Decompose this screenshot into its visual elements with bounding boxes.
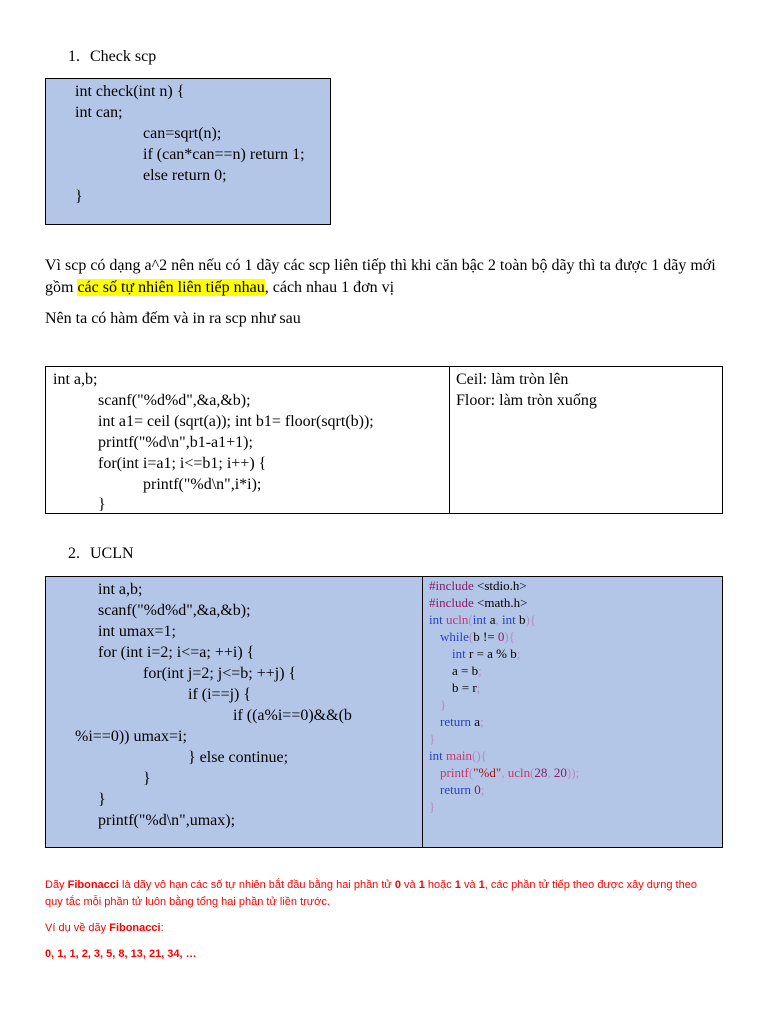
code-line: for(int i=a1; i<=b1; i++) { [98, 455, 267, 472]
fibonacci-sequence: 0, 1, 1, 2, 3, 5, 8, 13, 21, 34, … [45, 948, 197, 960]
code-line: for (int i=2; i<=a; ++i) { [98, 644, 255, 661]
code-line: } [143, 770, 151, 787]
code-line: if ((a%i==0)&&(b [233, 707, 352, 724]
code-line: int a1= ceil (sqrt(a)); int b1= floor(sqrt(b)); [98, 413, 374, 430]
ceil-note: Ceil: làm tròn lên [456, 371, 569, 388]
code-line: } [98, 496, 106, 513]
code-line: } [98, 791, 106, 808]
code-line: return 0; [440, 782, 485, 797]
code-line: int a,b; [53, 371, 98, 388]
code-line: for(int j=2; j<=b; ++j) { [143, 665, 297, 682]
code-line: b = r; [452, 680, 481, 695]
section-1-title: Check scp [90, 48, 157, 65]
code-line: #include <stdio.h> [429, 578, 527, 593]
code-line: while(b != 0){ [440, 629, 515, 644]
highlighted-text: các số tự nhiên liên tiếp nhau [77, 279, 265, 296]
code-line: a = b; [452, 663, 482, 678]
section-1-heading [68, 48, 156, 66]
code-line: if (can*can==n) return 1; [143, 146, 305, 163]
code-line: printf("%d\n",i*i); [143, 476, 262, 493]
code-line: printf("%d\n",b1-a1+1); [98, 434, 253, 451]
code-line: if (i==j) { [188, 686, 252, 703]
code-line: int umax=1; [98, 623, 176, 640]
code-line: } [429, 799, 436, 814]
code-line: int can; [75, 104, 123, 121]
code-line: } [440, 697, 447, 712]
code-line: scanf("%d%d",&a,&b); [98, 602, 251, 619]
section-2-number: 2. [68, 545, 80, 562]
code-line: else return 0; [143, 167, 227, 184]
code-line: } [75, 188, 83, 205]
check-scp-code-box [45, 78, 331, 225]
code-line: int check(int n) { [75, 83, 185, 100]
fibonacci-example-label: Ví dụ về dãy Fibonacci: [45, 922, 164, 934]
code-line: #include <math.h> [429, 595, 528, 610]
code-line: scanf("%d%d",&a,&b); [98, 392, 251, 409]
code-line: } [429, 731, 436, 746]
code-line: } else continue; [188, 749, 289, 766]
scp-count-table [45, 366, 723, 514]
explanation-paragraph [45, 255, 735, 299]
table-divider [449, 367, 450, 513]
code-line: int a,b; [98, 581, 143, 598]
explanation-text: Vì scp có dạng a^2 nên nếu có 1 dãy các scp liên tiếp thì khi căn bậc 2 toàn bộ dãy thì ta được 1 dãy mới gồm [45, 257, 716, 296]
floor-note: Floor: làm tròn xuống [456, 392, 597, 409]
section-1-number: 1. [68, 48, 80, 65]
explanation-text-end: , cách nhau 1 đơn vị [264, 279, 395, 296]
code-line: %i==0)) umax=i; [75, 728, 187, 745]
ucln-table [45, 576, 723, 848]
table-divider [422, 577, 423, 847]
fibonacci-definition: Dãy Fibonacci là dãy vô hạn các số tự nhiên bắt đầu bằng hai phần tử 0 và 1 hoặc 1 và 1, các phần tử tiếp theo được xây dựng theo quy tắc mỗi phần tử luôn bằng tổng hai phần tử liền trước. [45, 879, 697, 908]
code-line: int main(){ [429, 748, 487, 763]
count-function-intro: Nên ta có hàm đếm và in ra scp như sau [45, 310, 301, 327]
code-line: printf("%d", ucln(28, 20)); [440, 765, 580, 780]
code-line: can=sqrt(n); [143, 125, 222, 142]
code-line: int ucln(int a, int b){ [429, 612, 537, 627]
code-line: return a; [440, 714, 484, 729]
code-line: printf("%d\n",umax); [98, 812, 236, 829]
section-2-title: UCLN [90, 545, 134, 562]
section-2-heading [68, 545, 134, 563]
code-line: int r = a % b; [452, 646, 521, 661]
